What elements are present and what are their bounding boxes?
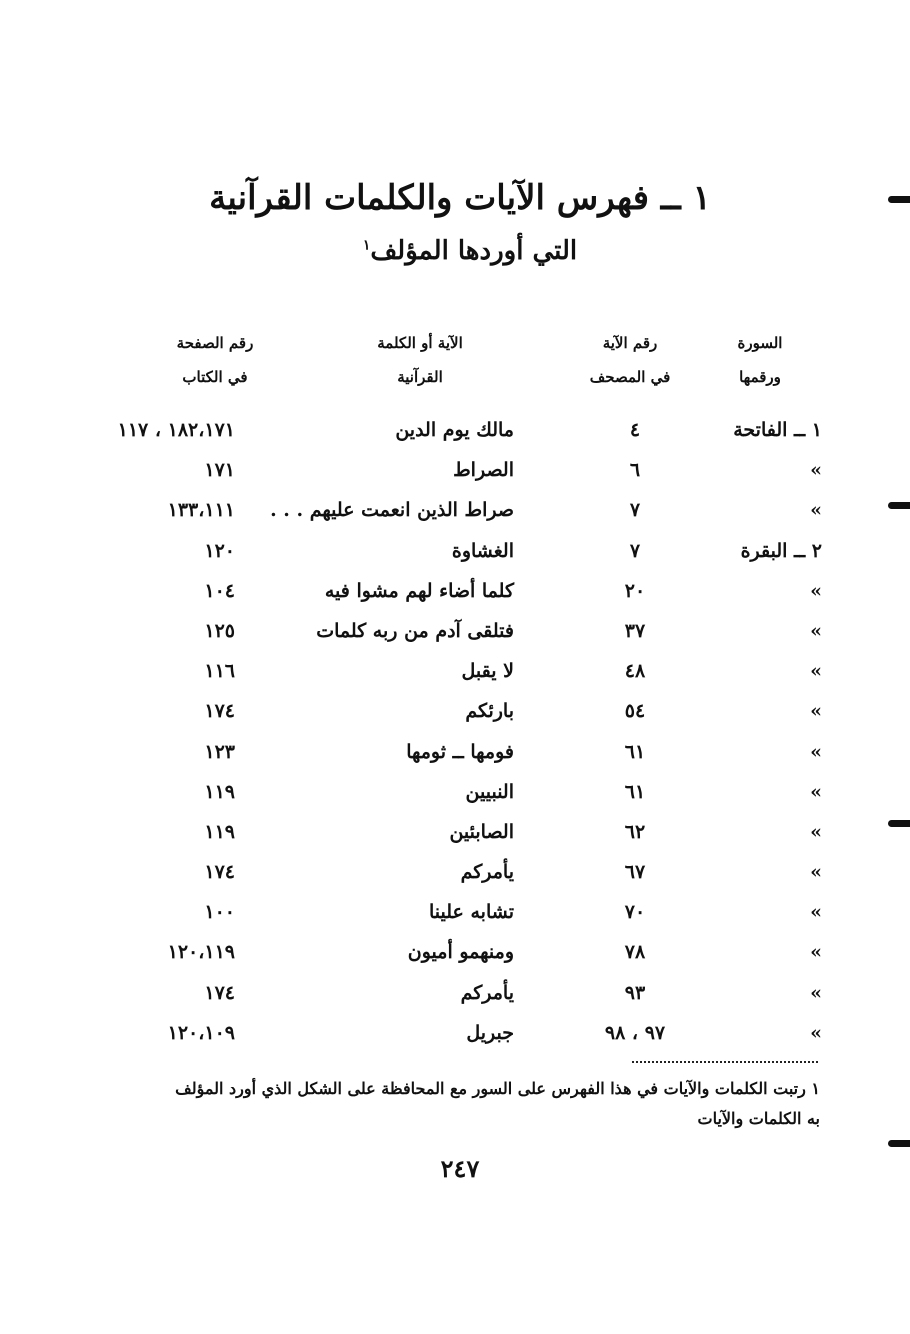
index-subtitle — [300, 236, 640, 266]
cell-page: ١٠٠ — [204, 901, 235, 924]
cell-surah: » — [810, 700, 822, 723]
cell-page: ١١٩ — [204, 820, 235, 843]
table-row — [0, 411, 910, 451]
cell-surah: ١ ــ الفاتحة — [733, 419, 822, 441]
cell-ayah: ٧٠ — [624, 901, 646, 924]
cell-word: الغشاوة — [451, 539, 514, 562]
cell-ayah: ٧ — [629, 499, 641, 522]
cell-page: ١٧٤ — [204, 981, 235, 1004]
header-surah-line2: ورقمها — [739, 368, 781, 386]
cell-ayah: ٦١ — [624, 740, 646, 763]
cell-page: ١٧٤ — [204, 700, 235, 723]
cell-ayah: ٩٣ — [624, 981, 646, 1004]
cell-surah: » — [810, 981, 822, 1004]
header-ayah-line1: رقم الآية — [602, 334, 658, 352]
cell-page: ١٣٣،١١١ — [167, 499, 235, 522]
cell-surah: » — [810, 619, 822, 642]
cell-page: ١٨٢،١٧١ ، ١١٧ — [117, 419, 235, 441]
cell-word: فتلقى آدم من ربه كلمات — [316, 619, 514, 642]
cell-word: النبيين — [465, 780, 514, 803]
cell-ayah: ٤٨ — [624, 660, 646, 683]
cell-page: ١٧١ — [204, 459, 235, 482]
cell-ayah: ٦١ — [624, 780, 646, 803]
subtitle-text: التي أوردها المؤلف — [370, 236, 578, 266]
cell-word: مالك يوم الدين — [395, 419, 514, 441]
table-row — [0, 532, 910, 572]
table-row — [0, 893, 910, 933]
table-row — [0, 933, 910, 973]
cell-word: الصراط — [453, 459, 514, 482]
cell-ayah: ٧٨ — [624, 941, 646, 964]
footnote — [140, 1074, 820, 1134]
cell-word: الصابئين — [449, 820, 514, 843]
table-row — [0, 612, 910, 652]
cell-surah: » — [810, 861, 822, 884]
header-page-line2: في الكتاب — [182, 368, 248, 386]
cell-ayah: ٤ — [629, 419, 641, 441]
cell-surah: » — [810, 780, 822, 803]
table-row — [0, 491, 910, 531]
cell-page: ١٢٠ — [204, 539, 235, 562]
cell-page: ١١٦ — [204, 660, 235, 683]
cell-surah: » — [810, 459, 822, 482]
table-row — [0, 813, 910, 853]
footnote-separator — [632, 1061, 818, 1063]
header-page-line1: رقم الصفحة — [176, 334, 254, 352]
table-row — [0, 974, 910, 1014]
binding-mark — [888, 196, 910, 203]
table-row — [0, 572, 910, 612]
cell-page: ١١٩ — [204, 780, 235, 803]
header-word-line2: القرآنية — [397, 368, 443, 386]
cell-page: ١٢٠،١٠٩ — [167, 1021, 235, 1044]
header-word — [320, 326, 520, 394]
cell-word: جبريل — [466, 1021, 514, 1044]
header-word-line1: الآية أو الكلمة — [377, 334, 463, 352]
header-surah-line1: السورة — [737, 334, 783, 352]
cell-word: ومنهمو أميون — [407, 941, 514, 964]
cell-surah: » — [810, 1021, 822, 1044]
cell-word: صراط الذين انعمت عليهم . . . — [270, 499, 514, 522]
header-ayah-line2: في المصحف — [589, 368, 671, 386]
index-table — [0, 411, 910, 1054]
cell-page: ١٢٣ — [204, 740, 235, 763]
table-row — [0, 692, 910, 732]
cell-ayah: ٧ — [629, 539, 641, 562]
cell-surah: » — [810, 660, 822, 683]
cell-surah: » — [810, 740, 822, 763]
header-ayah — [560, 326, 700, 394]
cell-ayah: ٣٧ — [624, 619, 646, 642]
binding-mark — [888, 820, 910, 827]
index-title: ١ ــ فهرس الآيات والكلمات القرآنية — [209, 178, 711, 218]
cell-surah: » — [810, 941, 822, 964]
cell-ayah: ٢٠ — [624, 579, 646, 602]
table-row — [0, 1014, 910, 1054]
table-row — [0, 451, 910, 491]
footnote-line-2: به الكلمات والآيات — [697, 1109, 820, 1128]
cell-word: كلما أضاء لهم مشوا فيه — [324, 579, 514, 602]
cell-ayah: ٦ — [629, 459, 641, 482]
table-row — [0, 652, 910, 692]
cell-page: ١٠٤ — [204, 579, 235, 602]
cell-word: لا يقبل — [461, 660, 514, 683]
cell-surah: ٢ ــ البقرة — [740, 539, 822, 562]
cell-surah: » — [810, 579, 822, 602]
cell-surah: » — [810, 499, 822, 522]
cell-ayah: ٥٤ — [624, 700, 646, 723]
cell-page: ١٢٥ — [204, 619, 235, 642]
cell-word: تشابه علينا — [429, 901, 514, 924]
cell-page: ١٢٠،١١٩ — [167, 941, 235, 964]
cell-ayah: ٩٧ ، ٩٨ — [604, 1021, 666, 1044]
cell-surah: » — [810, 820, 822, 843]
cell-word: يأمركم — [460, 981, 514, 1004]
binding-mark — [888, 1140, 910, 1147]
cell-ayah: ٦٧ — [624, 861, 646, 884]
cell-word: يأمركم — [460, 861, 514, 884]
cell-word: بارئكم — [465, 700, 514, 723]
page-number: ٢٤٧ — [440, 1154, 480, 1183]
footnote-ref: ١ — [362, 237, 371, 254]
binding-mark — [888, 502, 910, 509]
footnote-line-1: ١ رتبت الكلمات والآيات في هذا الفهرس على السور مع المحافظة على الشكل الذي أورد المؤلف — [175, 1079, 820, 1098]
table-row — [0, 733, 910, 773]
cell-ayah: ٦٢ — [624, 820, 646, 843]
cell-page: ١٧٤ — [204, 861, 235, 884]
cell-surah: » — [810, 901, 822, 924]
table-row — [0, 853, 910, 893]
header-page — [130, 326, 300, 394]
table-row — [0, 773, 910, 813]
cell-word: فومها ــ ثومها — [406, 740, 514, 763]
header-surah — [700, 326, 820, 394]
